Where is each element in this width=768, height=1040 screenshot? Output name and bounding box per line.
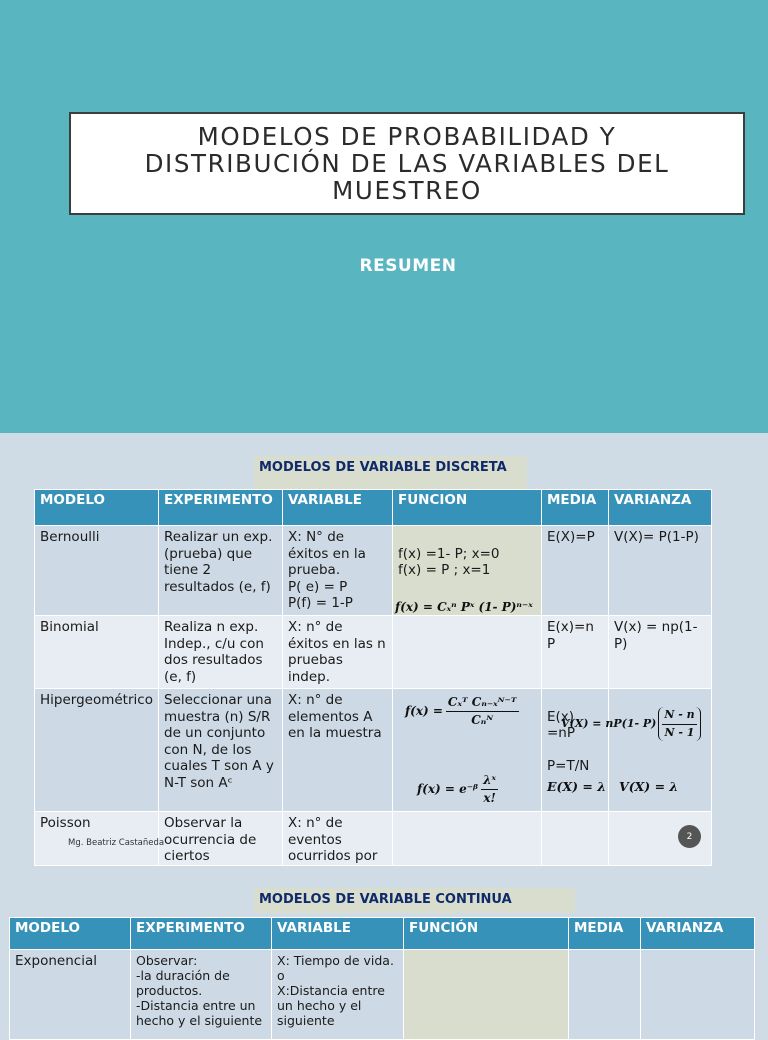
media-text: E(x) =nP P=T/N [547, 708, 590, 774]
discrete-models-slide [0, 433, 768, 1028]
cell-modelo: Exponencial [10, 950, 131, 1040]
header-experimento: EXPERIMENTO [131, 918, 272, 950]
header-media: MEDIA [542, 490, 609, 526]
funcion-text: f(x) =1- P; x=0 f(x) = P ; x=1 [398, 545, 500, 578]
cell-varianza: V(X)= P(1-P) [609, 526, 712, 616]
cell-modelo: Binomial [35, 616, 159, 689]
cell-media [542, 812, 609, 866]
cell-variable: X: n° de elementos A en la muestra [283, 689, 393, 812]
formula-numerator: λˣ [481, 772, 498, 790]
formula-denominator: Cₙᴺ [471, 712, 494, 727]
header-varianza: VARIANZA [609, 490, 712, 526]
hypergeometric-variance-formula [561, 707, 701, 741]
table-header-row [35, 490, 712, 526]
formula-fraction [662, 707, 696, 741]
footer-author: Mg. Beatriz Castañeda [68, 838, 165, 848]
formula-bracket [658, 707, 700, 741]
header-modelo: MODELO [35, 490, 159, 526]
cell-variable: X: Tiempo de vida. o X:Distancia entre un hecho y el siguiente [272, 950, 404, 1040]
header-variable: VARIABLE [283, 490, 393, 526]
title-box [69, 112, 745, 215]
header-experimento: EXPERIMENTO [159, 490, 283, 526]
formula-numerator: N - n [662, 707, 696, 725]
cell-media: E(X)=P [542, 526, 609, 616]
formula-numerator: Cₓᵀ Cₙ₋ₓᴺ⁻ᵀ [446, 694, 519, 712]
cell-experimento: Observar la ocurrencia de ciertos [159, 812, 283, 866]
cell-varianza: V(x) = np(1-P) [609, 616, 712, 689]
cell-media: E(x)=n P [542, 616, 609, 689]
hypergeometric-formula [405, 694, 519, 728]
formula-fraction [481, 772, 498, 806]
cell-funcion [404, 950, 569, 1040]
formula-denominator: N - 1 [664, 725, 695, 739]
section-label-continuous: MODELOS DE VARIABLE CONTINUA [254, 888, 575, 913]
header-funcion: FUNCIÓN [404, 918, 569, 950]
section-label-discrete: MODELOS DE VARIABLE DISCRETA [254, 456, 527, 499]
cell-funcion [393, 689, 542, 812]
cell-variable: X: N° de éxitos en la prueba. P( e) = P P(f) = 1-P [283, 526, 393, 616]
cell-experimento: Realizar un exp. (prueba) que tiene 2 resultados (e, f) [159, 526, 283, 616]
table-header-row [10, 918, 755, 950]
cell-experimento: Observar: -la duración de productos. -Distancia entre un hecho y el siguiente [131, 950, 272, 1040]
poisson-media-formula: E(X) = λ [547, 779, 606, 794]
formula-fraction [446, 694, 519, 728]
formula-lhs: V(X) = nP(1- P) [561, 716, 657, 730]
formula-lhs: f(x) = [405, 703, 443, 718]
discrete-models-table [34, 489, 712, 866]
slide-subtitle: RESUMEN [359, 256, 457, 276]
table-row [35, 526, 712, 616]
poisson-formula [417, 772, 498, 806]
cell-variable: X: n° de eventos ocurridos por [283, 812, 393, 866]
poisson-variance-formula: V(X) = λ [619, 779, 679, 794]
slide-title: MODELOS DE PROBABILIDAD Y DISTRIBUCIÓN DE LAS VARIABLES DEL MUESTREO [144, 122, 670, 205]
cell-variable: X: n° de éxitos en las n pruebas indep. [283, 616, 393, 689]
continuous-models-table [9, 917, 755, 1040]
table-row [10, 950, 755, 1040]
cell-modelo: Hipergeométrico [35, 689, 159, 812]
formula-lhs: f(x) = e⁻ᵝ [417, 781, 479, 796]
header-media: MEDIA [569, 918, 641, 950]
table-row [35, 689, 712, 812]
header-modelo: MODELO [10, 918, 131, 950]
binomial-formula: f(x) = Cₓⁿ Pˣ (1- P)ⁿ⁻ˣ [395, 600, 533, 614]
formula-denominator: x! [483, 790, 496, 805]
title-slide [0, 0, 768, 433]
cell-experimento: Seleccionar una muestra (n) S/R de un conjunto con N, de los cuales T son A y N-T son Aᶜ [159, 689, 283, 812]
cell-funcion [393, 526, 542, 616]
cell-media [569, 950, 641, 1040]
header-variable: VARIABLE [272, 918, 404, 950]
cell-funcion [393, 616, 542, 689]
cell-experimento: Realiza n exp. Indep., c/u con dos resultados (e, f) [159, 616, 283, 689]
page-number-badge: 2 [678, 825, 701, 848]
header-varianza: VARIANZA [641, 918, 755, 950]
cell-funcion [393, 812, 542, 866]
cell-modelo: Poisson [35, 812, 159, 866]
cell-modelo: Bernoulli [35, 526, 159, 616]
header-funcion: FUNCION [393, 490, 542, 526]
table-row [35, 616, 712, 689]
cell-varianza [641, 950, 755, 1040]
